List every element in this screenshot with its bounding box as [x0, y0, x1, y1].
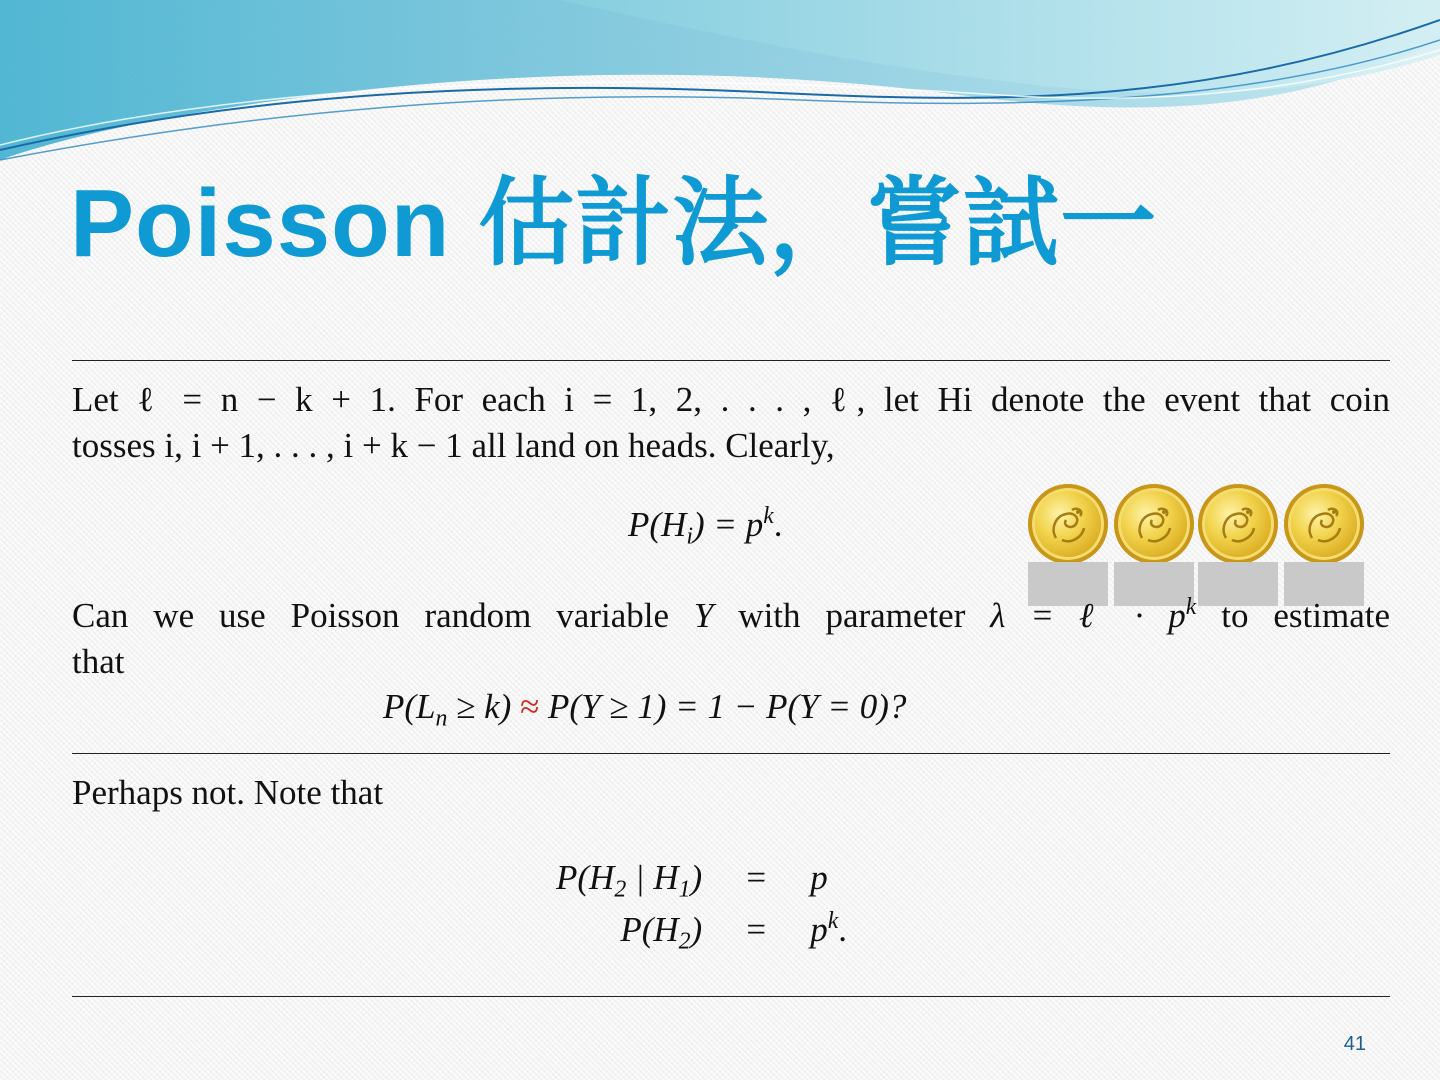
eq-term: .: [773, 505, 783, 544]
text-run: Y: [693, 596, 714, 635]
equation-poisson-estimate: [383, 687, 907, 732]
eq-rhs: [810, 904, 847, 956]
eq-term: P(Y ≥ 1) = 1 − P(Y = 0)?: [539, 687, 907, 726]
paragraph-line: [72, 593, 1390, 639]
text-run: with parameter: [713, 596, 991, 635]
eq-subscript: n: [435, 705, 448, 732]
bottom-divider: [72, 996, 1390, 997]
paragraph-definition: [72, 377, 1390, 469]
gold-dragon-coin-icon: [1284, 484, 1364, 564]
eq-term: P(L: [383, 687, 436, 726]
equation-row: [556, 904, 847, 956]
eq-term: P(H: [556, 858, 615, 897]
eq-equals: =: [746, 910, 767, 949]
header-wave-decoration: [0, 0, 1440, 175]
paragraph-line: Let ℓ = n − k + 1. For each i = 1, 2, . . . , ℓ, let Hi denote the event that coin: [72, 380, 1390, 419]
eq-term: ): [690, 910, 703, 949]
eq-lhs: [556, 852, 702, 904]
eq-term: p: [810, 910, 828, 949]
eq-term: ≥ k): [447, 687, 521, 726]
slide-title: Poisson 估計法，嘗試一: [70, 170, 1158, 277]
equation-row: [556, 852, 847, 904]
text-run: Can we use Poisson random variable: [72, 596, 694, 635]
equation-array: [556, 852, 847, 956]
paragraph-line: tosses i, i + 1, . . . , i + k − 1 all land on heads. Clearly,: [72, 426, 835, 465]
eq-superscript: k: [827, 907, 839, 934]
eq-equals: =: [746, 858, 767, 897]
eq-term: ) = p: [692, 505, 764, 544]
eq-superscript: k: [763, 502, 774, 529]
eq-subscript: i: [686, 523, 693, 550]
approx-symbol: ≈: [520, 687, 540, 726]
eq-lhs: [556, 904, 702, 956]
text-run: to estimate: [1196, 596, 1390, 635]
eq-term: | H: [626, 858, 679, 897]
coin-item: [1282, 484, 1366, 608]
coin-illustration: [1026, 484, 1366, 608]
top-divider: [72, 360, 1390, 361]
eq-subscript: 1: [678, 876, 691, 903]
eq-term: ): [690, 858, 703, 897]
eq-rhs: p: [810, 858, 828, 897]
eq-term: P(H: [628, 505, 687, 544]
coin-item: [1196, 484, 1280, 608]
paragraph-note: Perhaps not. Note that: [72, 773, 384, 812]
eq-superscript: k: [1185, 593, 1197, 620]
paragraph-line: that: [72, 642, 125, 681]
eq-term: P(H: [620, 910, 679, 949]
gold-dragon-coin-icon: [1114, 484, 1194, 564]
coin-item: [1112, 484, 1196, 608]
eq-subscript: 2: [614, 876, 627, 903]
equation-probability-hi: [628, 502, 783, 550]
paragraph-question: [72, 593, 1390, 685]
middle-divider: [72, 753, 1390, 754]
text-run: λ = ℓ · p: [990, 596, 1186, 635]
gold-dragon-coin-icon: [1198, 484, 1278, 564]
page-number: 41: [1343, 1033, 1366, 1055]
coin-item: [1026, 484, 1110, 608]
eq-subscript: 2: [678, 928, 691, 955]
gold-dragon-coin-icon: [1028, 484, 1108, 564]
eq-term: .: [838, 910, 847, 949]
